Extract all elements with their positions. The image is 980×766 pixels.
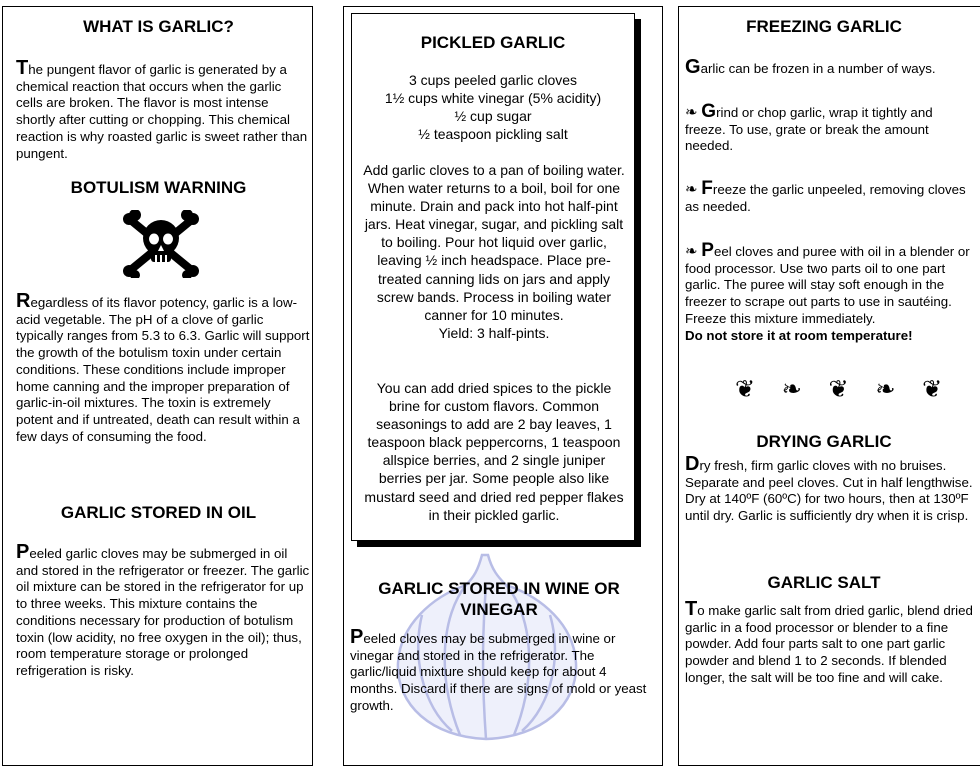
dropcap: P bbox=[350, 626, 364, 648]
ingredient-item: ½ teaspoon pickling salt bbox=[418, 126, 568, 142]
panel-left bbox=[2, 6, 313, 766]
dropcap: P bbox=[16, 541, 30, 563]
dropcap: G bbox=[701, 101, 717, 122]
room-temp-warning: Do not store it at room temperature! bbox=[685, 327, 913, 343]
ingredient-item: 3 cups peeled garlic cloves bbox=[408, 72, 578, 88]
paragraph-text: arlic can be frozen in a number of ways. bbox=[700, 61, 936, 76]
freezing-bullet-1 bbox=[685, 101, 971, 155]
dropcap: F bbox=[701, 178, 713, 199]
what-is-garlic-text bbox=[16, 57, 308, 162]
dropcap: D bbox=[685, 453, 700, 475]
freezing-intro bbox=[685, 56, 975, 78]
yield-text: Yield: 3 half-pints. bbox=[438, 324, 550, 341]
dropcap: T bbox=[685, 598, 698, 620]
paragraph-text: eeled cloves may be submerged in wine or vinegar and stored in the refrigerator. The garlic/liquid mixture should keep for about 4 months. Discard if there are signs of mold or yeast growth. bbox=[350, 631, 647, 713]
floral-bullet-icon: ❧ bbox=[685, 181, 698, 198]
bullet-text: rind or chop garlic, wrap it tightly and freeze. To use, grate or break the amount needed. bbox=[685, 105, 933, 154]
floral-bullet-icon: ❧ bbox=[685, 243, 698, 260]
botulism-warning-heading: BOTULISM WARNING bbox=[70, 178, 247, 197]
garlic-salt-text bbox=[685, 598, 977, 687]
garlic-oil-text bbox=[16, 541, 310, 680]
paragraph-text: egardless of its flavor potency, garlic is a low-acid vegetable. The pH of a clove of garlic typically ranges from 5.3 to 6.3. Garlic will support the growth of the botulism toxin under certain conditions. These conditions include improper home canning and the improper preparation of garlic-in-oil mixtures. The toxin is extremely potent and if untreated, death can result within a few days of consuming the food. bbox=[16, 295, 310, 444]
garlic-wine-text bbox=[350, 626, 650, 715]
freezing-garlic-heading: FREEZING GARLIC bbox=[746, 17, 902, 36]
decorative-divider-icon: ❦ ❧ ❦ ❧ ❦ bbox=[735, 376, 953, 403]
directions-text bbox=[361, 161, 627, 342]
drying-garlic-heading: DRYING GARLIC bbox=[756, 432, 892, 451]
pickled-garlic-box bbox=[351, 13, 635, 541]
botulism-text bbox=[16, 290, 310, 445]
what-is-garlic-heading: WHAT IS GARLIC? bbox=[83, 17, 234, 36]
dropcap: R bbox=[16, 290, 31, 312]
skull-crossbones-icon bbox=[121, 210, 201, 278]
floral-bullet-icon: ❧ bbox=[685, 104, 698, 121]
ingredient-item: 1½ cups white vinegar (5% acidity) bbox=[384, 90, 602, 106]
garlic-wine-vinegar-heading: GARLIC STORED IN WINE OR VINEGAR bbox=[378, 579, 620, 619]
garlic-salt-heading: GARLIC SALT bbox=[767, 573, 881, 592]
spices-text: You can add dried spices to the pickle brine for custom flavors. Common seasonings to add are 2 bay leaves, 1 teaspoon black peppercorns, 1 teaspoon allspice berries, and 2 single juniper berries per jar. Some people also like mustard seed and dried red pepper flakes in their pickled garlic. bbox=[364, 380, 624, 523]
freezing-bullet-2 bbox=[685, 178, 971, 215]
panel-middle bbox=[343, 6, 663, 766]
bullet-text: reeze the garlic unpeeled, removing cloves as needed. bbox=[685, 182, 966, 214]
paragraph-text: he pungent flavor of garlic is generated by a chemical reaction that occurs when the garlic cells are broken. The flavor is most intense shortly after cutting or chopping. This chemical reaction is why roasted garlic is sweet rather than pungent. bbox=[16, 62, 308, 161]
dropcap: P bbox=[701, 240, 714, 261]
freezing-bullet-3 bbox=[685, 240, 975, 344]
garlic-stored-in-oil-heading: GARLIC STORED IN OIL bbox=[60, 503, 257, 522]
panel-right bbox=[678, 6, 980, 766]
directions: Add garlic cloves to a pan of boiling water. When water returns to a boil, boil for one minute. Drain and pack into hot half-pint jars. Heat vinegar, sugar, and pickling salt to boiling. Pour hot liquid over garlic, leaving ½ inch headspace. Place pre-treated canning lids on jars and apply screw bands. Process in boiling water canner for 10 minutes. bbox=[363, 162, 625, 323]
pickled-garlic-heading: PICKLED GARLIC bbox=[420, 33, 566, 52]
dropcap: T bbox=[16, 57, 29, 79]
paragraph-text: o make garlic salt from dried garlic, blend dried garlic in a food processor or blender to a fine powder. Add four parts salt to one part garlic powder and blend 1 to 2 seconds. If blended longer, the salt will be too fine and will cake. bbox=[685, 603, 973, 685]
bullet-text: eel cloves and puree with oil in a blender or food processor. Use two parts oil to one part garlic. The puree will stay soft enough in the freezer to scrape out parts to use in sautéing. Freeze this mixture immediately. bbox=[685, 244, 970, 326]
dropcap: G bbox=[685, 56, 701, 78]
ingredients-list bbox=[358, 71, 628, 143]
drying-text bbox=[685, 453, 975, 525]
paragraph-text: ry fresh, firm garlic cloves with no bruises. Separate and peel cloves. Cut in half lengthwise. Dry at 140ºF (60ºC) for two hours, then at 130ºF until dry. Garlic is sufficiently dry when it is crisp. bbox=[685, 458, 973, 524]
ingredient-item: ½ cup sugar bbox=[454, 108, 532, 124]
paragraph-text: eeled garlic cloves may be submerged in oil and stored in the refrigerator or freezer. The garlic oil mixture can be stored in the refrigerator for up to three weeks. This mixture contains the conditions necessary for production of botulism toxin (low acidity, no free oxygen in the oil); thus, room temperature storage or prolonged refrigeration is risky. bbox=[16, 546, 310, 678]
